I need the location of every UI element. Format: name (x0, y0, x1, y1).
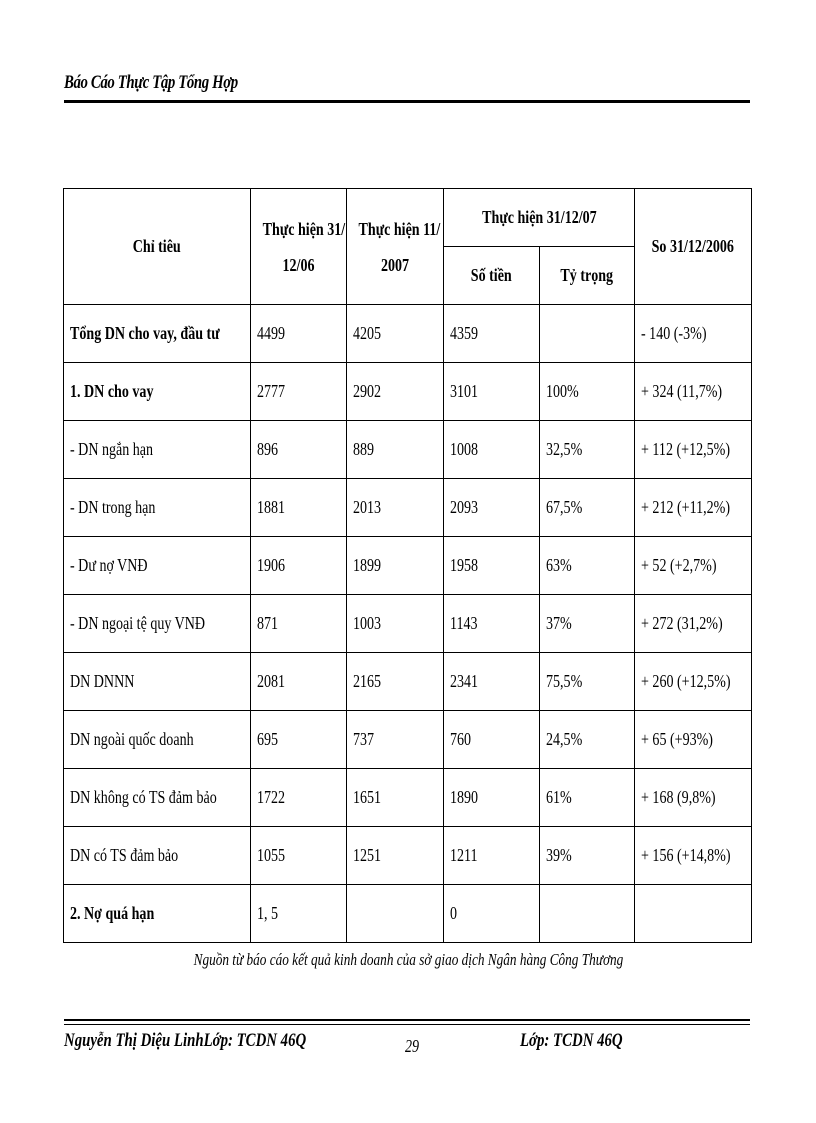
cell: + 324 (11,7%) (635, 363, 752, 421)
header-chi-tieu: Chỉ tiêu (64, 189, 251, 305)
row-label: DN có TS đảm bảo (64, 827, 251, 885)
cell: 695 (251, 711, 347, 769)
table-row (64, 363, 752, 421)
cell: 1008 (444, 421, 540, 479)
cell: 75,5% (540, 653, 635, 711)
page-number: 29 (405, 1036, 420, 1056)
cell: 1003 (347, 595, 444, 653)
cell: 4205 (347, 305, 444, 363)
row-label: - DN trong hạn (64, 479, 251, 537)
row-label: - DN ngắn hạn (64, 421, 251, 479)
table-row (64, 595, 752, 653)
header-rule (64, 100, 750, 103)
row-label: DN DNNN (64, 653, 251, 711)
cell (540, 885, 635, 943)
cell: 1143 (444, 595, 540, 653)
cell: 4359 (444, 305, 540, 363)
header-so-sanh: So 31/12/2006 (635, 189, 752, 305)
cell: 2013 (347, 479, 444, 537)
cell: + 52 (+2,7%) (635, 537, 752, 595)
row-label: DN không có TS đảm bảo (64, 769, 251, 827)
cell: 2777 (251, 363, 347, 421)
table-row (64, 305, 752, 363)
row-label: 2. Nợ quá hạn (64, 885, 251, 943)
table-row (64, 885, 752, 943)
cell: 1890 (444, 769, 540, 827)
cell: 1722 (251, 769, 347, 827)
cell: 1211 (444, 827, 540, 885)
cell: - 140 (-3%) (635, 305, 752, 363)
cell: 1651 (347, 769, 444, 827)
cell: 1906 (251, 537, 347, 595)
table-row (64, 421, 752, 479)
cell: 63% (540, 537, 635, 595)
table-row (64, 653, 752, 711)
cell: + 212 (+11,2%) (635, 479, 752, 537)
cell: + 168 (9,8%) (635, 769, 752, 827)
header-ty-trong: Tỷ trọng (540, 247, 635, 305)
footer-rule-top (64, 1019, 750, 1021)
page-header-title: Báo Cáo Thực Tập Tổng Hợp (64, 72, 238, 93)
cell: 2902 (347, 363, 444, 421)
cell: 39% (540, 827, 635, 885)
cell: 1055 (251, 827, 347, 885)
table-row (64, 479, 752, 537)
cell: 2081 (251, 653, 347, 711)
table-row (64, 769, 752, 827)
row-label: - Dư nợ VNĐ (64, 537, 251, 595)
table-row (64, 827, 752, 885)
cell: 1, 5 (251, 885, 347, 943)
cell (540, 305, 635, 363)
footer-rule-bottom (64, 1024, 750, 1025)
header-so-tien: Số tiền (444, 247, 540, 305)
cell: 100% (540, 363, 635, 421)
cell: 1899 (347, 537, 444, 595)
cell: + 112 (+12,5%) (635, 421, 752, 479)
cell: 24,5% (540, 711, 635, 769)
cell: 1881 (251, 479, 347, 537)
cell: 32,5% (540, 421, 635, 479)
credit-report-table (63, 188, 752, 943)
source-caption: Nguồn từ báo cáo kết quả kinh doanh của sở giao dịch Ngân hàng Công Thương (193, 950, 623, 969)
cell: + 272 (31,2%) (635, 595, 752, 653)
cell: 760 (444, 711, 540, 769)
cell: + 260 (+12,5%) (635, 653, 752, 711)
cell (635, 885, 752, 943)
header-col-31-12-06: Thực hiện 31/ 12/06 (251, 189, 347, 305)
cell: 896 (251, 421, 347, 479)
header-col-11-2007: Thực hiện 11/ 2007 (347, 189, 444, 305)
cell: 37% (540, 595, 635, 653)
cell: 4499 (251, 305, 347, 363)
cell: 1251 (347, 827, 444, 885)
cell: 1958 (444, 537, 540, 595)
cell: 2093 (444, 479, 540, 537)
footer-class: Lớp: TCDN 46Q (520, 1030, 623, 1051)
cell: 2165 (347, 653, 444, 711)
table-row (64, 537, 752, 595)
cell: 0 (444, 885, 540, 943)
cell: 889 (347, 421, 444, 479)
cell (347, 885, 444, 943)
cell: 67,5% (540, 479, 635, 537)
cell: + 65 (+93%) (635, 711, 752, 769)
row-label: 1. DN cho vay (64, 363, 251, 421)
cell: 3101 (444, 363, 540, 421)
cell: 871 (251, 595, 347, 653)
cell: 2341 (444, 653, 540, 711)
row-label: Tổng DN cho vay, đầu tư (64, 305, 251, 363)
footer-author: Nguyễn Thị Diệu LinhLớp: TCDN 46Q (64, 1030, 307, 1051)
table-row (64, 711, 752, 769)
row-label: DN ngoài quốc doanh (64, 711, 251, 769)
header-col-31-12-07: Thực hiện 31/12/07 (444, 189, 635, 247)
row-label: - DN ngoại tệ quy VNĐ (64, 595, 251, 653)
cell: 737 (347, 711, 444, 769)
cell: 61% (540, 769, 635, 827)
cell: + 156 (+14,8%) (635, 827, 752, 885)
